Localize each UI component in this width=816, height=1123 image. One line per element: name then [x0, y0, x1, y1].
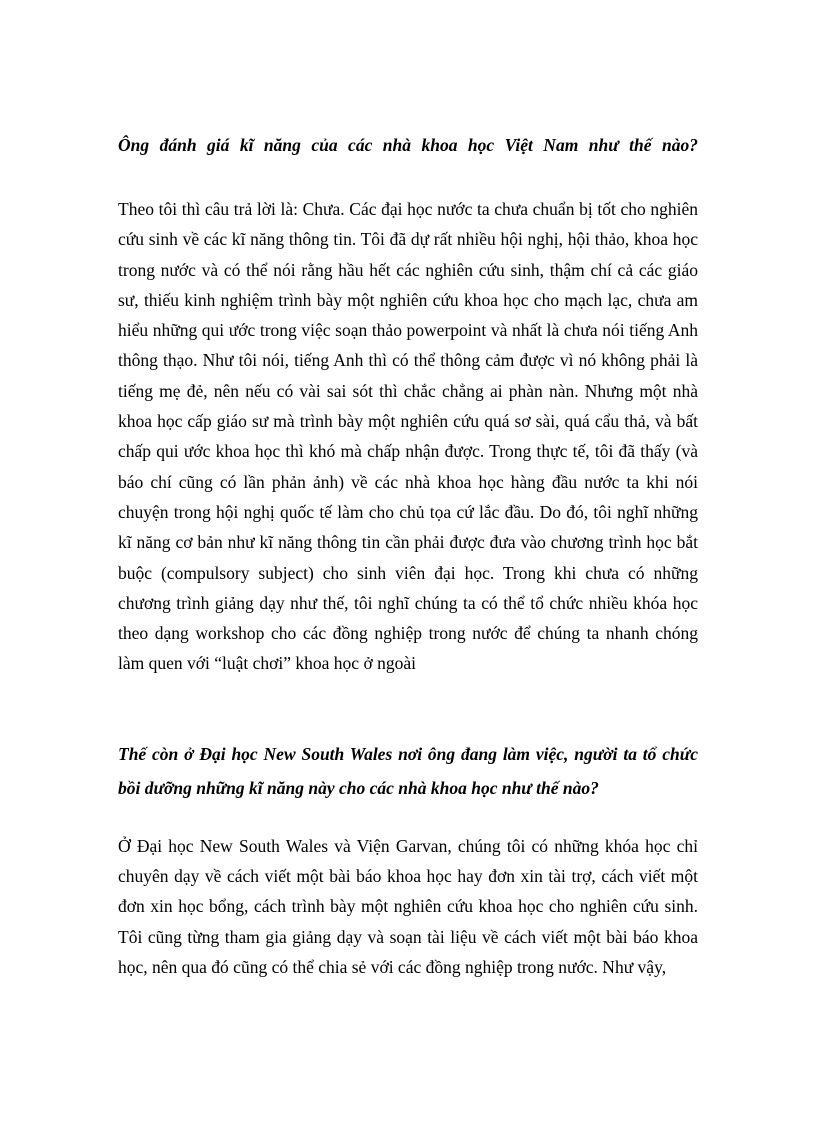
document-page	[118, 128, 698, 982]
question-heading-2: Thế còn ở Đại học New South Wales nơi ông đang làm việc, người ta tổ chức bồi dưỡng những kĩ năng này cho các nhà khoa học như thế nào?	[118, 743, 698, 798]
answer-paragraph-2: Ở Đại học New South Wales và Viện Garvan, chúng tôi có những khóa học chỉ chuyên dạy về cách viết một bài báo khoa học hay đơn xin tài trợ, cách viết một đơn xin học bổng, cách trình bày một nghiên cứu khoa học cho nghiên cứu sinh. Tôi cũng từng tham gia giảng dạy và soạn tài liệu về cách viết một bài báo khoa học, nên qua đó cũng có thể chia sẻ với các đồng nghiệp trong nước. Như vậy,	[118, 835, 698, 977]
question-heading-1: Ông đánh giá kĩ năng của các nhà khoa học Việt Nam như thế nào?	[118, 135, 698, 155]
answer-paragraph-1: Theo tôi thì câu trả lời là: Chưa. Các đại học nước ta chưa chuẩn bị tốt cho nghiên cứu sinh về các kĩ năng thông tin. Tôi đã dự rất nhiều hội nghị, hội thảo, khoa học trong nước và có thể nói rằng hầu hết các nghiên cứu sinh, thậm chí cả các giáo sư, thiếu kinh nghiệm trình bày một nghiên cứu khoa học cho mạch lạc, chưa am hiểu những qui ước trong việc soạn thảo powerpoint và nhất là chưa nói tiếng Anh thông thạo. Như tôi nói, tiếng Anh thì có thể thông cảm được vì nó không phải là tiếng mẹ đẻ, nên nếu có vài sai sót thì chắc chẳng ai phàn nàn. Nhưng một nhà khoa học cấp giáo sư mà trình bày một nghiên cứu quá sơ sài, quá cẩu thả, và bất chấp qui ước khoa học thì khó mà chấp nhận được. Trong thực tế, tôi đã thấy (và báo chí cũng có lần phản ảnh) về các nhà khoa học hàng đầu nước ta khi nói chuyện trong hội nghị quốc tế làm cho chủ tọa cứ lắc đầu. Do đó, tôi nghĩ những kĩ năng cơ bản như kĩ năng thông tin cần phải được đưa vào chương trình học bắt buộc (compulsory subject) cho sinh viên đại học. Trong khi chưa có những chương trình giảng dạy như thế, tôi nghĩ chúng ta có thể tổ chức nhiều khóa học theo dạng workshop cho các đồng nghiệp trong nước để chúng ta nhanh chóng làm quen với “luật chơi” khoa học ở ngoài	[118, 199, 698, 674]
